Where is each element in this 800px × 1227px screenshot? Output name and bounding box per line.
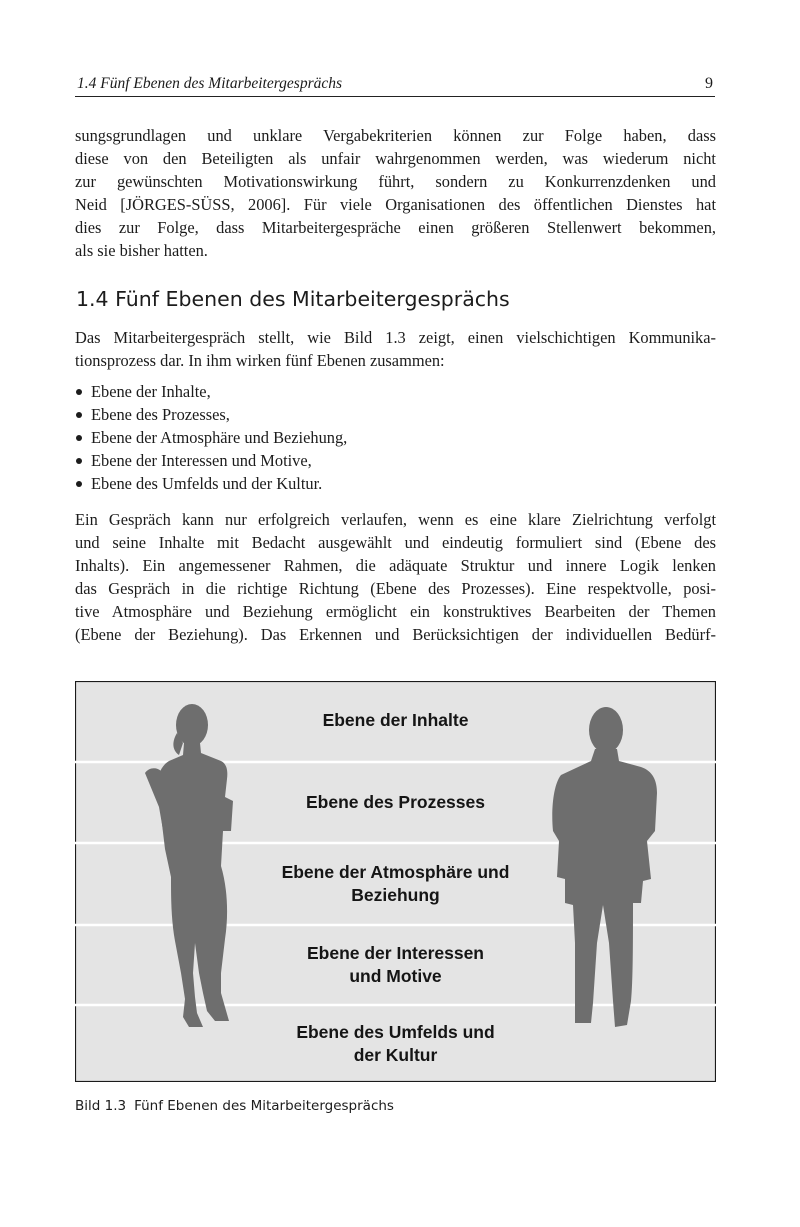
bullet-item: Ebene der Inhalte, xyxy=(75,380,716,403)
level-label: Ebene des Prozesses xyxy=(306,791,485,812)
text-line: (Ebene der Beziehung). Das Erkennen und Berücksichtigen der individuellen Bedürf- xyxy=(75,625,716,644)
body-paragraph xyxy=(75,508,716,646)
text-line: Neid [JÖRGES-SÜSS, 2006]. Für viele Organisationen des öffentlichen Dienstes hat xyxy=(75,195,716,214)
text-line: tive Atmosphäre und Beziehung ermöglicht ein konstruktives Bearbeiten der Themen xyxy=(75,602,716,621)
text-line: und seine Inhalte mit Bedacht ausgewählt und eindeutig formuliert sind (Ebene des xyxy=(75,533,716,552)
bullet-item: Ebene der Interessen und Motive, xyxy=(75,449,716,472)
level-content xyxy=(75,681,716,760)
page-number: 9 xyxy=(705,75,713,92)
text-line: Ein Gespräch kann nur erfolgreich verlaufen, wenn es eine klare Zielrichtung verfolgt xyxy=(75,510,716,529)
text-line: zur gewünschten Motivationswirkung führt, sondern zu Konkurrenzdenken und xyxy=(75,172,716,191)
level-interests xyxy=(75,926,716,1004)
running-head-title: 1.4 Fünf Ebenen des Mitarbeitergesprächs xyxy=(77,75,343,92)
level-label: Ebene der Interessen und Motive xyxy=(306,943,485,986)
bullet-item: Ebene des Prozesses, xyxy=(75,403,716,426)
text-line: diese von den Beteiligten als unfair wahrgenommen werden, was wiederum nicht xyxy=(75,149,716,168)
caption-number: Bild 1.3 xyxy=(75,1098,127,1114)
level-label: Ebene der Atmosphäre und Beziehung xyxy=(281,862,510,905)
bullet-item: Ebene der Atmosphäre und Beziehung, xyxy=(75,426,716,449)
text-line: Inhalts). Ein angemessener Rahmen, die adäquate Struktur und innere Logik lenken xyxy=(75,556,716,575)
level-atmosphere xyxy=(75,844,716,924)
caption-text: Fünf Ebenen des Mitarbeitergesprächs xyxy=(134,1098,394,1114)
text-line: Das Mitarbeitergespräch stellt, wie Bild 1.3 zeigt, einen vielschichtigen Kommunika- xyxy=(75,328,716,347)
level-process xyxy=(75,762,716,842)
lead-paragraph xyxy=(75,326,716,372)
level-culture xyxy=(75,1006,716,1082)
text-line: dies zur Folge, dass Mitarbeitergespräche einen größeren Stellenwert bekommen, xyxy=(75,218,716,237)
bullet-item: Ebene des Umfelds und der Kultur. xyxy=(75,472,716,495)
figure-caption xyxy=(75,1098,394,1114)
text-line: tionsprozess dar. In ihm wirken fünf Ebenen zusammen: xyxy=(75,351,445,370)
running-head xyxy=(75,72,715,97)
level-label: Ebene der Inhalte xyxy=(322,710,469,730)
section-heading: 1.4 Fünf Ebenen des Mitarbeitergesprächs xyxy=(76,287,510,311)
level-label: Ebene des Umfelds und der Kultur xyxy=(296,1022,495,1065)
levels-bullet-list xyxy=(75,380,716,495)
intro-paragraph xyxy=(75,124,716,262)
text-line: sungsgrundlagen und unklare Vergabekriterien können zur Folge haben, dass xyxy=(75,126,716,145)
text-line: als sie bisher hatten. xyxy=(75,241,208,260)
text-line: das Gespräch in die richtige Richtung (Ebene des Prozesses). Eine respektvolle, posi- xyxy=(75,579,716,598)
five-levels-figure xyxy=(75,681,716,1082)
